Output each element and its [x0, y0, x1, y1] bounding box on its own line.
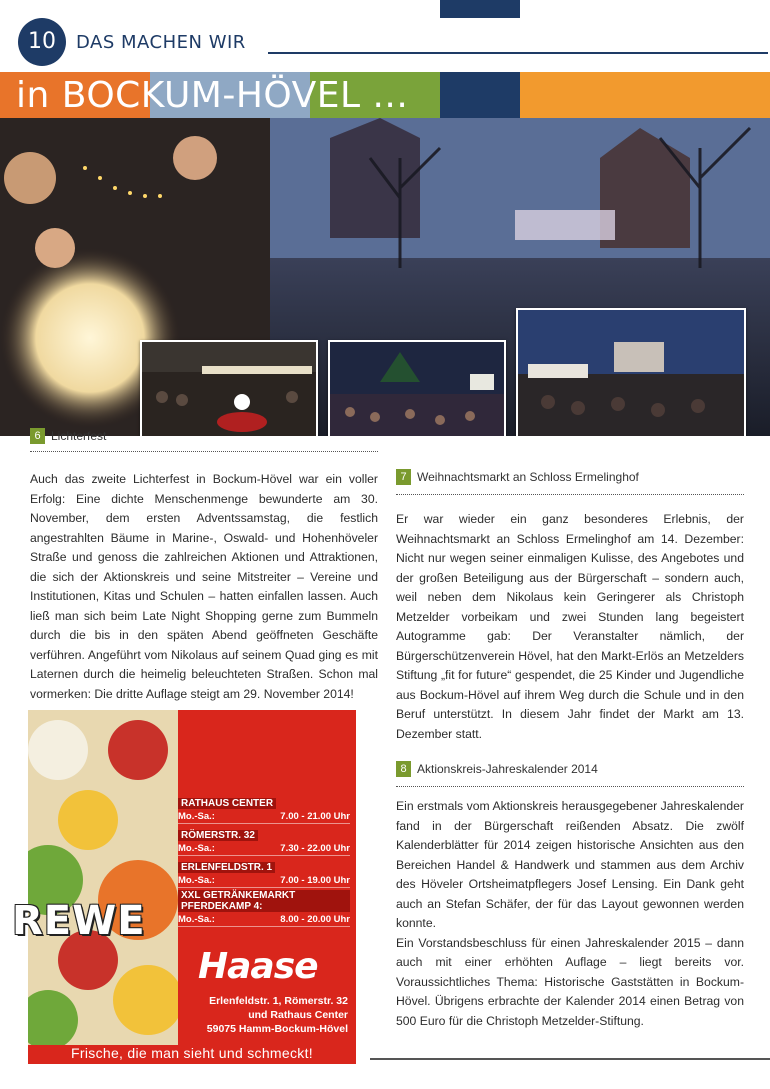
- page-number: 10: [18, 18, 66, 66]
- photo-market-stalls: [516, 308, 746, 436]
- location-name: RÖMERSTR. 32: [178, 830, 258, 841]
- location-name: XXL GETRÄNKEMARKT PFERDEKAMP 4:: [178, 890, 350, 912]
- rewe-logo: REWE: [12, 898, 146, 944]
- store-address: [180, 994, 348, 1036]
- hours-time: 7.00 - 21.00 Uhr: [280, 811, 350, 822]
- hours-row: [178, 809, 350, 824]
- location-block: [178, 888, 350, 927]
- location-name: RATHAUS CENTER: [178, 798, 276, 809]
- banner-segment: [440, 72, 520, 118]
- hours-row: [178, 841, 350, 856]
- caption-divider: [396, 494, 744, 495]
- article-paragraph: Er war wieder ein ganz besonderes Erlebnis, der Weihnachtsmarkt an Schloss Ermelinghof am 14. Dezember: Nicht nur wegen seiner einmaligen Kulisse, des Angebotes und der großen Beteiligung aus der Bürgerschaft – sondern auch, weil neben dem Nikolaus kein Geringerer als Christoph Metzelder vorbeikam und zwei Stunden lang begeistert Autogramme gab: Der Veranstalter nämlich, der Bürgerschützenverein Hövel, hat den Markt-Erlös an Metzelders Stiftung „fit for future“ gespendet, die 25 Kinder und Jugendliche aus Bockum-Hövel auf ihrem Weg durch die Schule und in den Beruf unterstützt. In diesem Jahr findet der Markt am 13. Dezember statt.: [396, 512, 744, 741]
- caption-divider: [30, 451, 378, 452]
- market-scene: [518, 310, 744, 436]
- hours-time: 7.00 - 19.00 Uhr: [280, 875, 350, 886]
- article-number-badge: 7: [396, 469, 411, 485]
- address-line: und Rathaus Center: [248, 1009, 348, 1021]
- article-caption: [396, 761, 598, 777]
- location-name: ERLENFELDSTR. 1: [178, 862, 275, 873]
- hero-photo: [0, 118, 770, 436]
- article-body: [396, 797, 744, 1031]
- article-heading: Lichterfest: [51, 429, 107, 443]
- crowd-scene: [330, 342, 504, 436]
- article-caption: [30, 428, 106, 444]
- hours-time: 8.00 - 20.00 Uhr: [280, 914, 350, 925]
- article-heading: Aktionskreis-Jahreskalender 2014: [417, 762, 598, 776]
- hours-time: 7.30 - 22.00 Uhr: [280, 843, 350, 854]
- hours-days: Mo.-Sa.:: [178, 811, 215, 822]
- article-body: [396, 510, 744, 744]
- address-line: Erlenfeldstr. 1, Römerstr. 32: [209, 995, 348, 1007]
- article-paragraph: Ein erstmals vom Aktionskreis herausgegebener Jahreskalender fand in der Bürgerschaft reißenden Absatz. Die zwölf Kalenderblätter für 2014 zeigen historische Ansichten aus den Bereichen Handel & Handwerk und stammen aus dem Archiv des Höveler Ortsheimatpflegers Josef Lensing. Ein Dank geht auch an Stefan Schäfer, der für das Layout gewonnen werden konnte.: [396, 799, 744, 930]
- top-accent-bar: [440, 0, 520, 18]
- hours-days: Mo.-Sa.:: [178, 875, 215, 886]
- banner-segment: [520, 72, 770, 118]
- ad-slogan: Frische, die man sieht und schmeckt!: [71, 1045, 313, 1061]
- article-caption: [396, 469, 639, 485]
- article-paragraph: Auch das zweite Lichterfest in Bockum-Hövel war ein voller Erfolg: Eine dichte Menschenmenge bewunderte am 30. November, dem ersten Adventssamstag, die festlich angestrahlten Bäume in Marine-, Oswald- und Hohenhöveler Straße und genoss die zahlreichen Aktionen und Attraktionen, die sich der Aktionskreis und seine Mitstreiter – Vereine und Institutionen, Kitas und Schulen – hatten einfallen lassen. Auch ließ man sich beim Late Night Shopping gerne zum Bummeln durch die bis in den späten Abend geöffneten Geschäfte verführen. Angeführt vom Nikolaus auf seinem Quad ging es mit Laternen durch die heimelig beleuchteten Straßen. Schon mal vormerken: Die dritte Auflage steigt am 29. November 2014!: [30, 472, 378, 701]
- caption-divider: [396, 786, 744, 787]
- banner-title: in BOCKUM-HÖVEL ...: [16, 75, 409, 116]
- photo-crowd-night: [328, 340, 506, 436]
- hours-days: Mo.-Sa.:: [178, 843, 215, 854]
- section-title: DAS MACHEN WIR: [76, 32, 246, 53]
- opening-hours: [178, 796, 350, 927]
- location-block: [178, 860, 350, 888]
- location-block: [178, 796, 350, 824]
- article-number-badge: 6: [30, 428, 45, 444]
- photo-quad-parade: [140, 340, 318, 436]
- footer-rule: [370, 1058, 770, 1060]
- hours-row: [178, 912, 350, 927]
- article-number-badge: 8: [396, 761, 411, 777]
- article-body: [30, 470, 378, 704]
- section-rule: [268, 52, 768, 54]
- hours-days: Mo.-Sa.:: [178, 914, 215, 925]
- hours-row: [178, 873, 350, 888]
- article-heading: Weihnachtsmarkt an Schloss Ermelinghof: [417, 470, 639, 484]
- haase-logo: Haase: [198, 946, 318, 987]
- parade-scene: [142, 342, 316, 436]
- article-paragraph: Ein Vorstandsbeschluss für einen Jahreskalender 2015 – dann auch mit einer erhöhten Auflage – liegt bereits vor. Voraussichtliches Thema: Historische Gaststätten in Bockum-Hövel. Übrigens erbrachte der Kalender 2014 einen Betrag von 500 Euro für die Christoph Metzelder-Stiftung.: [396, 935, 744, 1028]
- fruit-photo: [28, 710, 178, 1045]
- address-line: 59075 Hamm-Bockum-Hövel: [206, 1023, 348, 1035]
- location-block: [178, 828, 350, 856]
